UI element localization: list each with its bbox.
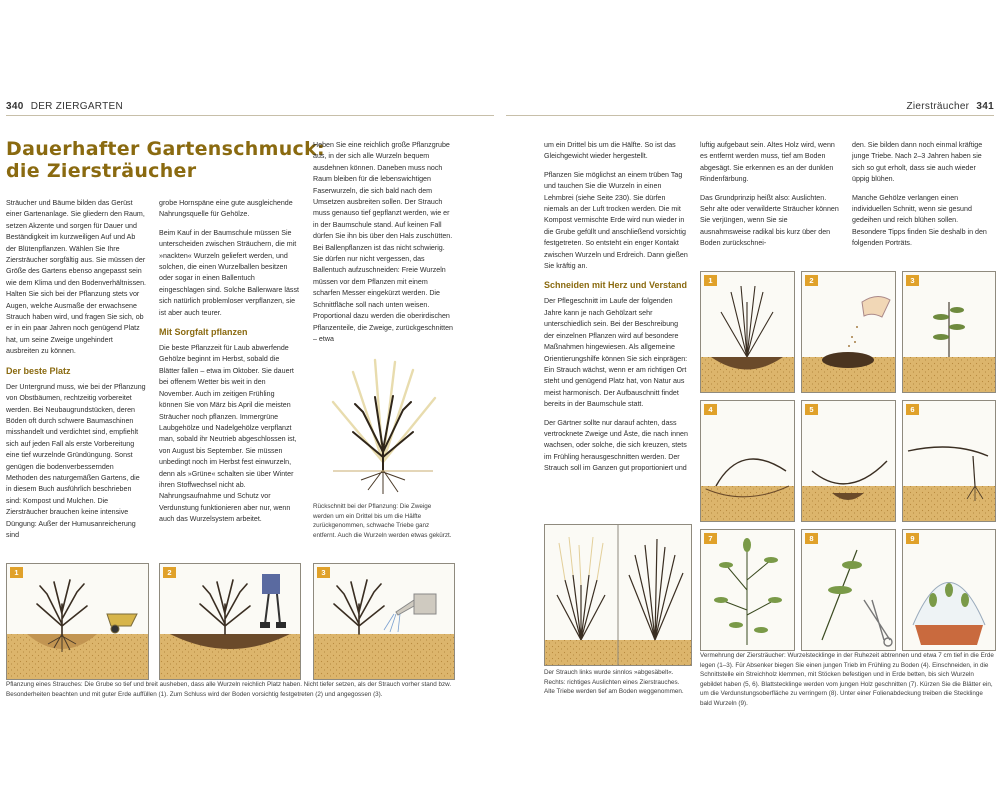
pruning-shrub-illustration [313,352,453,497]
paragraph: luftig aufgebaut sein. Altes Holz wird, wenn es entfernt werden muss, tief am Boden abgesägt. Sie erkennen es an der dunklen Rindenfärbung. [700,141,835,184]
propagation-panel-3 [902,271,996,393]
text-column-2 [159,198,299,533]
propagation-panel-2 [801,271,896,393]
propagation-drawing-9 [903,530,995,650]
right-running-head [907,101,995,112]
paragraph: Der Pflegeschnitt im Laufe der folgenden Jahre kann je nach Gehölzart sehr unterschiedlich sein. Bei der Beschreibung der einzelnen Pflanzen wird auf besondere Maßnahmen hingewiesen. Als allgemeine Orientierungshilfe können Sie sich einprägen: Ein Strauch wächst, wenn er am richtigen Ort steht und genügend Platz hat, von Natur aus meist harmonisch. Der Aufbauschnitt findet bereits in der Baumschule statt. [544,297,688,409]
heading-der-beste-platz: Der beste Platz [6,365,71,376]
propagation-panel-6 [902,400,996,522]
text-column-4 [544,140,690,482]
planting-panel-3 [313,563,455,680]
text-column-5 [700,140,840,257]
paragraph: Pflanzen Sie möglichst an einem trüben Tag und tauchen Sie die Wurzeln in einen Lehmbrei (siehe Seite 230). Sie dürfen niemals an der Luft trocken werden. Die mit Kompost vermischte Erde wird nun wieder in die Grube gefüllt und anschließend vorsichtig festgetreten. So entsteht ein enger Kontakt zwischen Wurzeln und Erdreich. Dann gießen Sie kräftig an. [544,170,688,271]
propagation-drawing-6 [903,401,995,521]
planting-drawing-3 [314,564,454,679]
planting-drawing-2 [160,564,300,679]
propagation-panel-5 [801,400,896,522]
article-title-line1: Dauerhafter Gartenschmuck: [6,138,325,160]
heading-mit-sorgfalt-pflanzen: Mit Sorgfalt pflanzen [159,327,248,338]
paragraph: Das Grundprinzip heißt also: Auslichten. Sehr alte oder verwilderte Sträucher können Sie verjüngen, wenn Sie sie ausnahmsweise radikal bis kurz über den Boden zurückschnei- [700,193,839,248]
propagation-panel-1 [700,271,795,393]
panel-number-badge: 4 [704,404,717,415]
propagation-drawing-3 [903,272,995,392]
propagation-caption: Vermehrung der Ziersträucher: Wurzelstecklinge in der Ruhezeit abtrennen und etwa 7 cm tief in die Erde legen (1–3). Für Absenker biegen Sie einen jungen Trieb im Frühling zu Boden (4). Einschneiden, in die Schnittstelle ein Streichholz klemmen, mit Stöcken befestigen und in Erde betten, bis sich Wurzeln gebildet haben (5, 6). Blattstecklinge werden vom jungen Holz geschnitten (7). Kürzen Sie die Blätter ein, um die Verdunstungsoberfläche zu verringern (8). Unter einer Folienabdeckung treiben die Stecklinge bald Wurzeln (9). [700,652,994,707]
text-column-3 [313,140,453,352]
right-header-rule [506,115,994,116]
text-column-1 [6,198,146,548]
right-section-title: Ziersträucher [906,101,970,112]
paragraph: grobe Hornspäne eine gute ausgleichende Nahrungsquelle für Gehölze. [159,199,293,219]
article-title-line2: die Ziersträucher [6,160,197,182]
propagation-panel-8 [801,529,896,651]
panel-number-badge: 9 [906,533,919,544]
paragraph: um ein Drittel bis um die Hälfte. So ist das Gleichgewicht wieder hergestellt. [544,141,676,161]
paragraph: Die beste Pflanzzeit für Laub abwerfende Gehölze beginnt im Herbst, sobald die Blätter fallen – etwa im Oktober. Sie dauert bei offenem Wetter bis weit in den November. Auch im zeitigen Frühling können Sie von März bis April die meisten Sträucher noch pflanzen. Immergrüne Laubgehölze und Nadelgehölze verpflanzt man, sobald ihr Neutrieb abgeschlossen ist, von August bis September. Sie müssen unbedingt noch im Herbst fest einwurzeln, denn als »Grüne« schalten sie über Winter ihren Stoffwechsel nicht ab. Nahrungsaufnahme und Schutz vor Verdunstung funktionieren aber nur, wenn auch das Wurzelsystem arbeitet. [159,344,297,524]
shrub-comparison-illustration [544,524,692,666]
panel-number-badge: 6 [906,404,919,415]
paragraph: den. Sie bilden dann noch einmal kräftige junge Triebe. Nach 2–3 Jahren haben sie sich so gut erholt, dass sie auch wieder üppig blühen. [852,141,983,184]
panel-number-badge: 1 [10,567,23,578]
pruning-shrub-drawing [313,352,453,497]
shrub-comparison-drawing [545,525,691,665]
paragraph: Sträucher und Bäume bilden das Gerüst einer Gartenanlage. Sie gliedern den Raum, setzen Akzente und sorgen für Dauer und Beständigkeit im kurzweiligen Auf und Ab der Blütenpflanzen. Wählen Sie Ihre Ziersträucher sorgfältig aus. Sie müssen der Größe des Gartens ebenso angepasst sein wie dem Klima und den Bodenverhältnissen. Halten Sie sich bei der Pflanzung stets vor Augen, welche Ausmaße der erwachsene Strauch haben wird, und fragen Sie sich, ob er in ein paar Jahren noch genügend Platz hat, um seine Zweige ungehindert ausbreiten zu können. [6,199,146,356]
left-header-rule [6,115,494,116]
right-page-number: 341 [976,101,994,112]
panel-number-badge: 2 [805,275,818,286]
panel-number-badge: 1 [704,275,717,286]
left-page-number: 340 [6,101,24,112]
planting-drawing-1 [7,564,148,679]
panel-number-badge: 8 [805,533,818,544]
comparison-caption: Der Strauch links wurde sinnlos »abgesäbelt«. Rechts: richtiges Auslichten eines Zierstrauches. Alte Triebe werden tief am Boden weggenommen. [544,669,684,696]
paragraph: Manche Gehölze verlangen einen individuellen Schnitt, wenn sie gesund gedeihen und reich blühen sollen. Besondere Tipps finden Sie deshalb in den folgenden Porträts. [852,193,987,248]
paragraph: Heben Sie eine reichlich große Pflanzgrube aus, in der sich alle Wurzeln bequem ausdehnen können. Daneben muss noch Raum bleiben für die lebenswichtigen Faserwurzeln, die sich bald nach dem Umsetzen ausbreiten sollen. Der Strauch muss genauso tief gepflanzt werden, wie er in der Baumschule stand. Auf keinen Fall dürfen Sie ihn bis über den Hals zuschütten. Bei Ballenpflanzen ist das nicht schwierig. Sie dürfen nur nicht vergessen, das Ballentuch aufzuschneiden: Freie Wurzeln müssen vor dem Pflanzen mit einem scharfen Messer eingekürzt werden. Die Schnittfläche soll nach unten weisen. Proportional dazu werden die oberirdischen Pflanzenteile, die Zweige, zurückgeschnitten – etwa [313,141,453,343]
pruning-caption: Rückschnitt bei der Pflanzung: Die Zweige werden um ein Drittel bis um die Hälfte zurückgenommen, schwache Triebe ganz entfernt. Auch die Wurzeln werden etwas gekürzt. [313,503,452,539]
panel-number-badge: 3 [317,567,330,578]
panel-number-badge: 2 [163,567,176,578]
propagation-drawing-4 [701,401,794,521]
panel-number-badge: 3 [906,275,919,286]
panel-number-badge: 7 [704,533,717,544]
propagation-panel-4 [700,400,795,522]
text-column-6 [852,140,994,257]
article-title [6,138,325,182]
propagation-panel-7 [700,529,795,651]
propagation-drawing-1 [701,272,794,392]
left-section-title: DER ZIERGARTEN [30,101,124,112]
panel-number-badge: 5 [805,404,818,415]
propagation-drawing-2 [802,272,895,392]
propagation-drawing-8 [802,530,895,650]
planting-panel-2 [159,563,301,680]
planting-panel-1 [6,563,149,680]
propagation-drawing-5 [802,401,895,521]
paragraph: Der Untergrund muss, wie bei der Pflanzung von Obstbäumen, rechtzeitig vorbereitet werden. Bei Neubaugrundstücken, deren Böden oft durch schwere Baumaschinen misshandelt und verdichtet sind, empfiehlt sich auf jeden Fall als erste Vorbereitung eine tief wurzelnde Gründüngung. Sonst genügen die bodenverbessernden Methoden des naturgemäßen Gartens, die in diesem Buch ausführlich beschrieben sind: Kompost und Mulchen. Die Ziersträucher brauchen keine intensive Düngung: Außer der Humusanreicherung sind [6,382,146,539]
paragraph: Der Gärtner sollte nur darauf achten, dass vertrocknete Zweige und Äste, die nach innen wachsen, oder solche, die sich kreuzen, stets im Frühling herausgeschnitten werden. Der Strauch soll im Ganzen gut proportioniert und [544,418,688,473]
planting-caption: Pflanzung eines Strauches: Die Grube so tief und breit ausheben, dass alle Wurzeln reichlich Platz haben. Nicht tiefer setzen, als der Strauch vorher stand bzw. Besonderheiten beachten und mit guter Erde auffüllen (1). Zum Schluss wird der Boden vorsichtig festgetreten (2) und angegossen (3). [6,681,452,698]
propagation-drawing-7 [701,530,794,650]
paragraph: Beim Kauf in der Baumschule müssen Sie unterscheiden zwischen Sträuchern, die mit »nackten« Wurzeln geliefert werden, und solchen, die einen Wurzelballen besitzen oder sogar in einen Ballentuch eingeschlagen sind. Solche Ballenware lässt sich natürlich problemloser verpflanzen, sie ist aber auch teurer. [159,228,299,317]
heading-schneiden: Schneiden mit Herz und Verstand [544,280,688,291]
left-running-head [6,101,123,112]
propagation-panel-9 [902,529,996,651]
